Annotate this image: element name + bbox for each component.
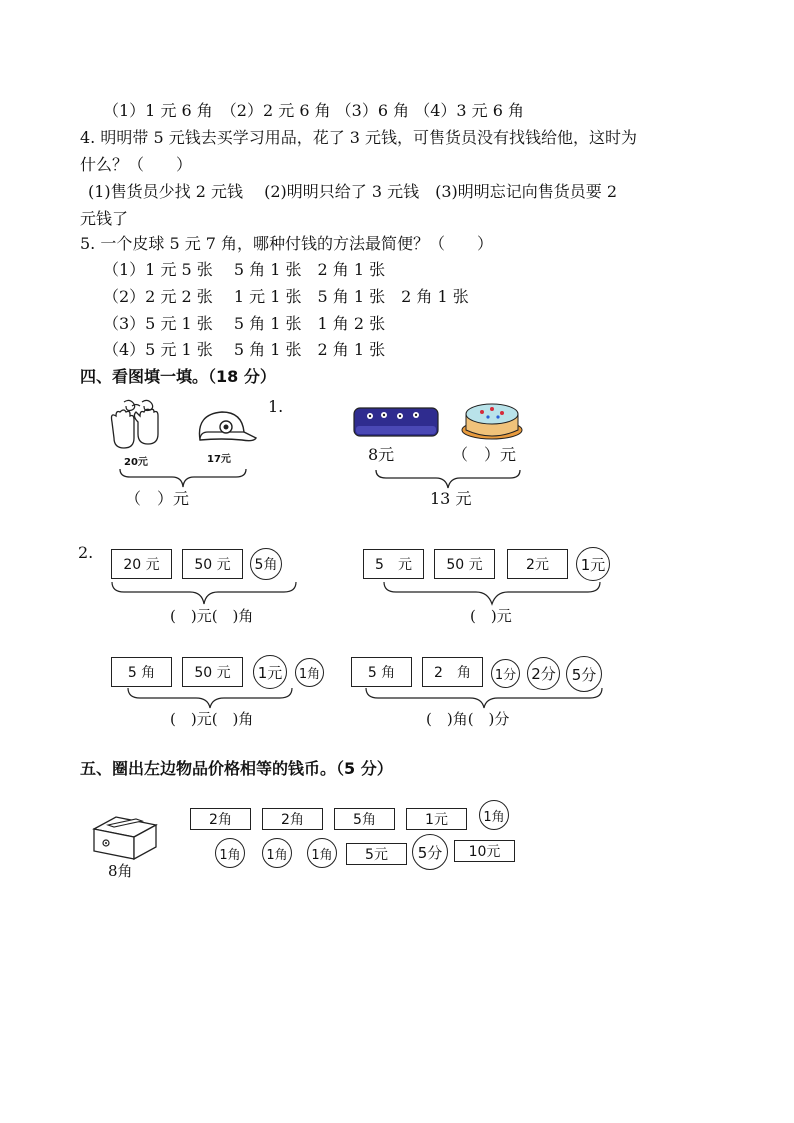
sharpener-picture: [92, 815, 158, 861]
q3-options: （1）1 元 6 角 （2）2 元 6 角 （3）6 角 （4）3 元 6 角: [103, 101, 525, 120]
cake-answer: （ ）元: [452, 445, 517, 464]
q1-left-answer: （ ）元: [125, 489, 190, 508]
g2-coin-1: 1元: [576, 547, 610, 581]
q4-options-line1: (1)售货员少找 2 元钱 (2)明明只给了 3 元钱 (3)明明忘记向售货员要 2: [88, 182, 618, 201]
r2-coin-4[interactable]: 5分: [412, 834, 448, 870]
q1-total: 13 元: [430, 489, 472, 508]
g3-answer: ( )元( )角: [170, 710, 254, 728]
section4-title: 四、看图填一填。（18 分）: [80, 367, 276, 386]
q4-stem-line1: 4. 明明带 5 元钱去买学习用品，花了 3 元钱，可售货员没有找钱给他，这时为: [80, 128, 638, 147]
g4-answer: ( )角( )分: [426, 710, 510, 728]
r2-coin-2[interactable]: 1角: [262, 838, 292, 868]
g1-answer: ( )元( )角: [170, 607, 254, 625]
r1-note-3[interactable]: 5角: [334, 808, 395, 830]
pencil-case-price: 8元: [368, 445, 395, 464]
g1-coin-1: 5角: [250, 548, 282, 580]
r2-coin-1[interactable]: 1角: [215, 838, 245, 868]
r2-note-2[interactable]: 10元: [454, 840, 515, 862]
g3-coin-1: 1元: [253, 655, 287, 689]
q2-number: 2.: [78, 543, 94, 562]
pencil-case-picture: [352, 406, 440, 440]
cap-picture: [196, 410, 258, 448]
q5-option-4: （4）5 元 1 张 5 角 1 张 2 角 1 张: [103, 340, 386, 359]
r1-note-1[interactable]: 2角: [190, 808, 251, 830]
r2-coin-3[interactable]: 1角: [307, 838, 337, 868]
g1-brace: [110, 580, 300, 606]
q5-option-3: （3）5 元 1 张 5 角 1 张 1 角 2 张: [103, 314, 386, 333]
r1-note-2[interactable]: 2角: [262, 808, 323, 830]
g1-note-1: 20 元: [111, 549, 172, 579]
g1-note-2: 50 元: [182, 549, 243, 579]
r2-note-1[interactable]: 5元: [346, 843, 407, 865]
brace-right: [374, 468, 522, 490]
g3-note-1: 5 角: [111, 657, 172, 687]
g4-coin-2: 2分: [527, 657, 560, 690]
item-price: 8角: [108, 862, 133, 880]
section5-title: 五、圈出左边物品价格相等的钱币。（5 分）: [80, 759, 393, 778]
g4-note-2: 2 角: [422, 657, 483, 687]
g2-note-2: 50 元: [434, 549, 495, 579]
g4-coin-1: 1分: [491, 659, 520, 688]
g3-coin-2: 1角: [295, 658, 324, 687]
g3-brace: [126, 686, 296, 710]
r1-note-4[interactable]: 1元: [406, 808, 467, 830]
g4-note-1: 5 角: [351, 657, 412, 687]
q4-options-line2: 元钱了: [80, 209, 129, 228]
g4-brace: [364, 686, 604, 710]
g2-note-3: 2元: [507, 549, 568, 579]
q5-option-1: （1）1 元 5 张 5 角 1 张 2 角 1 张: [103, 260, 386, 279]
gloves-price: 20元: [124, 457, 148, 468]
r1-coin-1[interactable]: 1角: [479, 800, 509, 830]
cap-price: 17元: [207, 454, 231, 465]
q4-stem-line2: 什么？（ ）: [80, 155, 193, 174]
g2-answer: ( )元: [470, 607, 512, 625]
cake-picture: [460, 400, 524, 442]
q1-number: 1.: [268, 397, 284, 416]
g2-brace: [382, 580, 602, 606]
g2-note-1: 5 元: [363, 549, 424, 579]
gloves-picture: [108, 398, 168, 454]
brace-left: [118, 467, 248, 489]
g4-coin-3: 5分: [566, 656, 602, 692]
g3-note-2: 50 元: [182, 657, 243, 687]
q5-stem: 5. 一个皮球 5 元 7 角，哪种付钱的方法最简便？（ ）: [80, 234, 494, 253]
q5-option-2: （2）2 元 2 张 1 元 1 张 5 角 1 张 2 角 1 张: [103, 287, 469, 306]
